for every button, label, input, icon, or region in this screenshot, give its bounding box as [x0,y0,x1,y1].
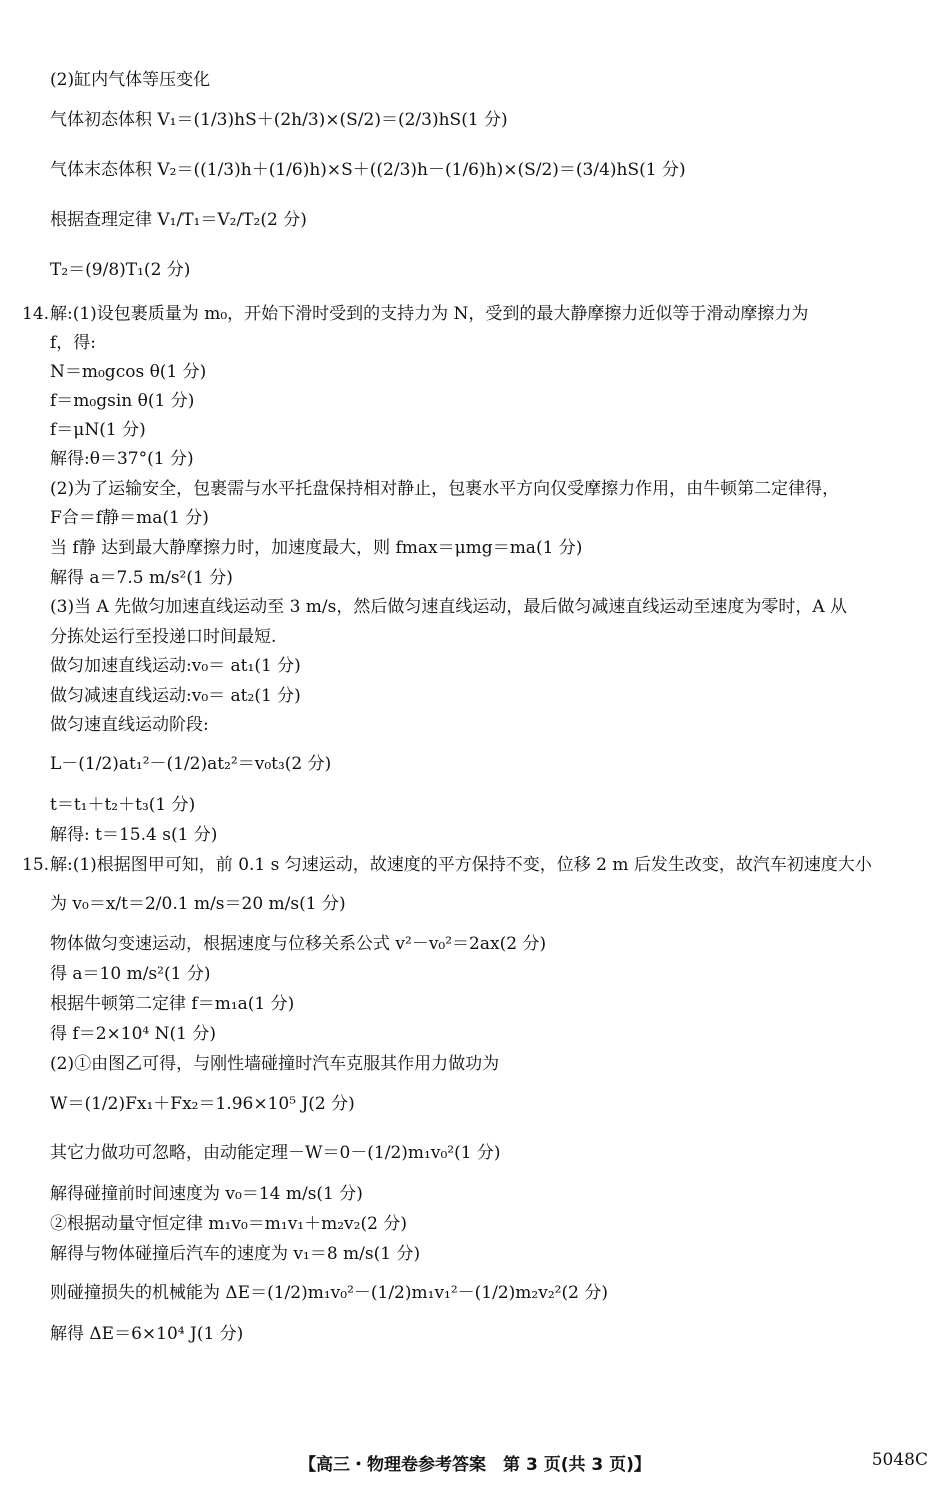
document-code: 5048C [871,1450,928,1470]
text-line: f＝μN(1 分) [50,420,146,440]
text-line: t＝t₁＋t₂＋t₃(1 分) [50,795,196,815]
text-line: 解得:θ＝37°(1 分) [50,449,194,469]
text-line: 解得碰撞前时间速度为 v₀＝14 m/s(1 分) [50,1184,363,1204]
text-line: f，得: [50,333,97,353]
question-number: 15. [22,855,50,875]
text-line: 做匀加速直线运动:v₀＝ at₁(1 分) [50,656,301,676]
text-line: 得 a＝10 m/s²(1 分) [50,964,211,984]
text-line: (2)①由图乙可得，与刚性墙碰撞时汽车克服其作用力做功为 [50,1054,500,1074]
text-line: f＝m₀gsin θ(1 分) [50,391,195,411]
text-line: 则碰撞损失的机械能为 ΔE＝(1/2)m₁v₀²－(1/2)m₁v₁²－(1/2)m₂v₂²(2 分) [50,1283,608,1303]
text-line: 做匀速直线运动阶段: [50,715,209,735]
question-14-line: 14.解:(1)设包裹质量为 m₀，开始下滑时受到的支持力为 N，受到的最大静摩擦力近似等于滑动摩擦力为 [22,304,809,324]
question-number: 14. [22,304,50,324]
text-line: 气体末态体积 V₂＝((1/3)h＋(1/6)h)×S＋((2/3)h－(1/6)h)×(S/2)＝(3/4)hS(1 分) [50,160,686,180]
text-line: 解得 a＝7.5 m/s²(1 分) [50,568,233,588]
text-line: 根据查理定律 V₁/T₁＝V₂/T₂(2 分) [50,210,307,230]
text-line: 做匀减速直线运动:v₀＝ at₂(1 分) [50,686,301,706]
text-line: 解得与物体碰撞后汽车的速度为 v₁＝8 m/s(1 分) [50,1244,421,1264]
text-line: 分拣处运行至投递口时间最短. [50,627,277,647]
text-line: (3)当 A 先做匀加速直线运动至 3 m/s，然后做匀速直线运动，最后做匀减速直线运动至速度为零时，A 从 [50,597,848,617]
text-line: 解得: t＝15.4 s(1 分) [50,825,218,845]
text-line: 根据牛顿第二定律 f＝m₁a(1 分) [50,994,295,1014]
text-line: 物体做匀变速运动，根据速度与位移关系公式 v²－v₀²＝2ax(2 分) [50,934,547,954]
text-line: 为 v₀＝x/t＝2/0.1 m/s＝20 m/s(1 分) [50,894,346,914]
question-15-line: 15.解:(1)根据图甲可知，前 0.1 s 匀速运动，故速度的平方保持不变，位移 2 m 后发生改变，故汽车初速度大小 [22,855,872,875]
text-line: 气体初态体积 V₁＝(1/3)hS＋(2h/3)×(S/2)＝(2/3)hS(1 分) [50,110,508,130]
text-line: ②根据动量守恒定律 m₁v₀＝m₁v₁＋m₂v₂(2 分) [50,1214,407,1234]
text-line: L－(1/2)at₁²－(1/2)at₂²＝v₀t₃(2 分) [50,754,332,774]
text-line: 得 f＝2×10⁴ N(1 分) [50,1024,216,1044]
text-line: 其它力做功可忽略，由动能定理－W＝0－(1/2)m₁v₀²(1 分) [50,1143,501,1163]
text-line: F合＝f静＝ma(1 分) [50,508,209,528]
text-line: 解得 ΔE＝6×10⁴ J(1 分) [50,1324,244,1344]
text-line: N＝m₀gcos θ(1 分) [50,362,207,382]
text-line: T₂＝(9/8)T₁(2 分) [50,260,191,280]
text-line: (2)为了运输安全，包裹需与水平托盘保持相对静止，包裹水平方向仅受摩擦力作用，由牛顿第二定律得， [50,479,840,499]
text-line: 当 f静 达到最大静摩擦力时，加速度最大，则 fmax＝μmg＝ma(1 分) [50,538,583,558]
text-line: W＝(1/2)Fx₁＋Fx₂＝1.96×10⁵ J(2 分) [50,1094,355,1114]
text-line: (2)缸内气体等压变化 [50,70,211,90]
page-footer: 【高三・物理卷参考答案 第 3 页(共 3 页)】 [299,1455,651,1475]
